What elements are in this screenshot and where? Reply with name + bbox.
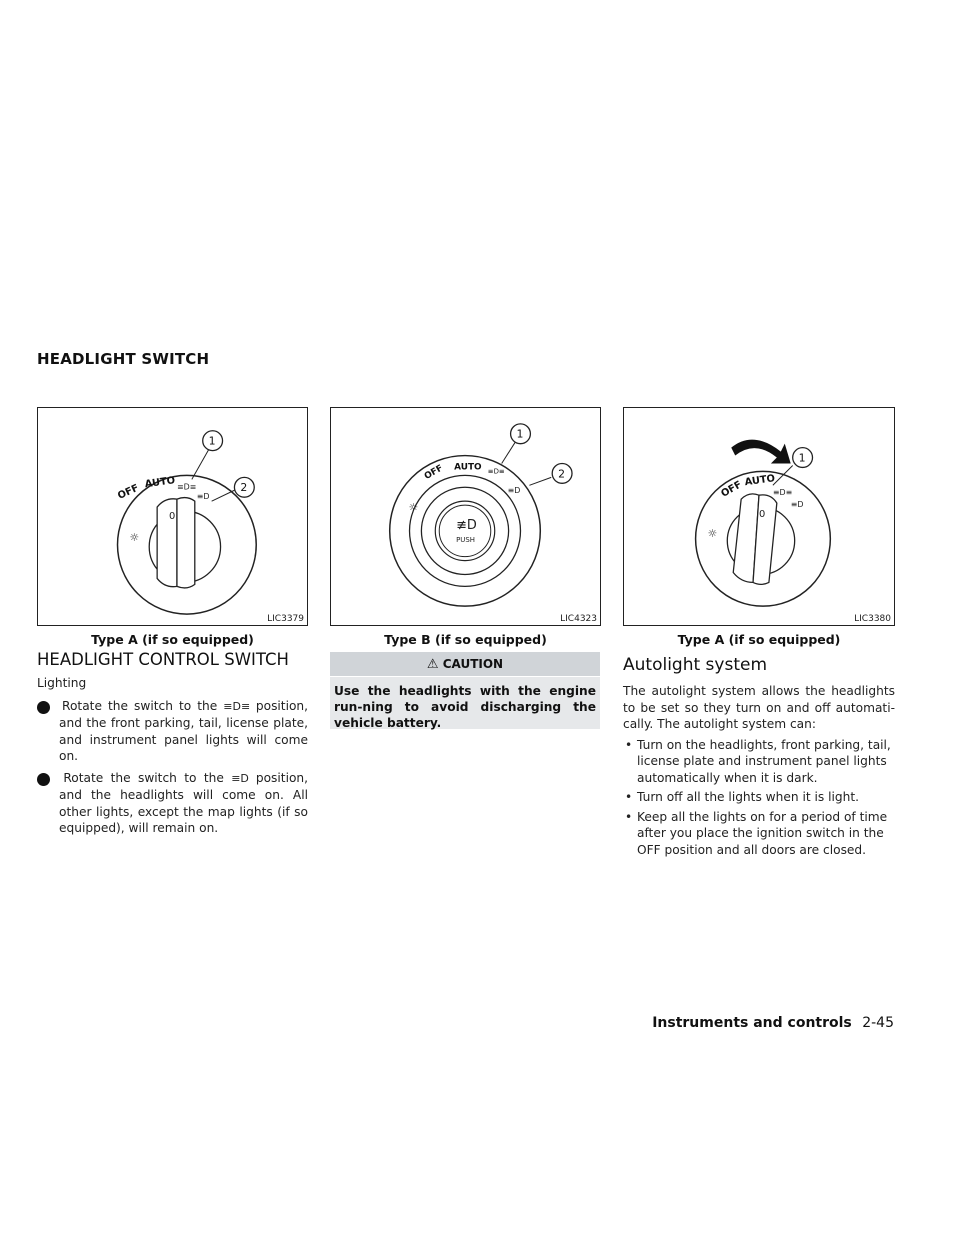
list-item: • Turn on the headlights, front parking, tail, license plate and instrument panel lights automatically when it is dark. xyxy=(623,737,895,787)
svg-text:☼: ☼ xyxy=(129,530,140,544)
list-item: • Keep all the lights on for a period of time after you place the ignition switch in the OFF position and all doors are closed. xyxy=(623,809,895,859)
section-heading: Autolight system xyxy=(623,655,768,675)
subheading: Lighting xyxy=(37,676,87,690)
figure-code: LIC3380 xyxy=(854,614,891,624)
headlight-switch-diagram-b xyxy=(331,408,600,625)
figure-code: LIC4323 xyxy=(560,614,597,624)
headlight-icon: ≡D xyxy=(231,771,256,785)
parking-lights-icon: ≡D≡ xyxy=(223,699,256,713)
svg-text:≡D: ≡D xyxy=(196,492,210,502)
autolight-section xyxy=(623,655,895,861)
figure-caption: Type B (if so equipped) xyxy=(384,632,547,647)
svg-text:☼: ☼ xyxy=(707,526,718,540)
dial-label-auto: AUTO xyxy=(144,475,176,491)
svg-text:≡D: ≡D xyxy=(507,486,521,496)
dial-label-auto: AUTO xyxy=(744,473,776,489)
dial-label-off: OFF xyxy=(116,482,141,502)
footer-section: Instruments and controls xyxy=(652,1015,852,1031)
figure-type-a-1 xyxy=(37,407,308,626)
caution-text: Use the headlights with the engine run-ning to avoid discharging the vehicle battery. xyxy=(330,677,600,729)
caution-header xyxy=(330,652,600,676)
svg-text:≡D: ≡D xyxy=(790,500,804,510)
page-footer xyxy=(652,1015,894,1031)
section-title: HEADLIGHT SWITCH xyxy=(37,350,210,368)
svg-text:☼: ☼ xyxy=(408,501,419,515)
figure-type-a-2 xyxy=(623,407,895,626)
intro-paragraph: The autolight system allows the headlights to be set so they turn on and off automati-cally. The autolight system can: xyxy=(623,684,895,731)
section-heading: HEADLIGHT CONTROL SWITCH xyxy=(37,650,289,669)
push-label: PUSH xyxy=(456,535,475,544)
headlight-switch-diagram-a-rotated xyxy=(624,408,894,625)
svg-text:≡D≡: ≡D≡ xyxy=(487,467,505,476)
callout-1: 1 xyxy=(798,451,806,465)
callout-1: 1 xyxy=(208,434,216,448)
page-number: 2-45 xyxy=(862,1015,894,1031)
svg-text:0: 0 xyxy=(169,510,176,522)
headlight-switch-diagram-a xyxy=(38,408,307,625)
svg-text:≡D≡: ≡D≡ xyxy=(772,488,793,498)
step-number: 2 xyxy=(37,773,50,786)
step-number: 1 xyxy=(37,701,50,714)
svg-text:≢D: ≢D xyxy=(456,517,477,533)
svg-text:≡D≡: ≡D≡ xyxy=(176,482,197,492)
callout-2: 2 xyxy=(240,481,248,495)
dial-label-auto: AUTO xyxy=(454,462,482,473)
caution-title: CAUTION xyxy=(442,657,504,671)
figure-caption: Type A (if so equipped) xyxy=(677,632,841,647)
figure-type-b xyxy=(330,407,601,626)
bullet-list xyxy=(623,737,895,859)
callout-2: 2 xyxy=(558,467,566,481)
list-item: 2 Rotate the switch to the ≡D position, and the headlights will come on. All other lights, except the map lights (if so equipped), will remain on. xyxy=(29,770,309,835)
callout-1: 1 xyxy=(516,427,524,441)
dial-label-off: OFF xyxy=(422,463,445,482)
list-item: • Turn off all the lights when it is light. xyxy=(623,789,895,806)
headlight-control-section xyxy=(29,650,309,837)
warning-triangle-icon: ⚠ xyxy=(426,657,439,672)
list-item: 1 Rotate the switch to the ≡D≡ position, and the front parking, tail, license plate, and instrument panel lights will come on. xyxy=(29,698,309,763)
figure-code: LIC3379 xyxy=(267,614,304,624)
svg-text:0: 0 xyxy=(759,508,766,520)
dial-label-off: OFF xyxy=(719,479,744,500)
figure-caption: Type A (if so equipped) xyxy=(91,632,254,647)
